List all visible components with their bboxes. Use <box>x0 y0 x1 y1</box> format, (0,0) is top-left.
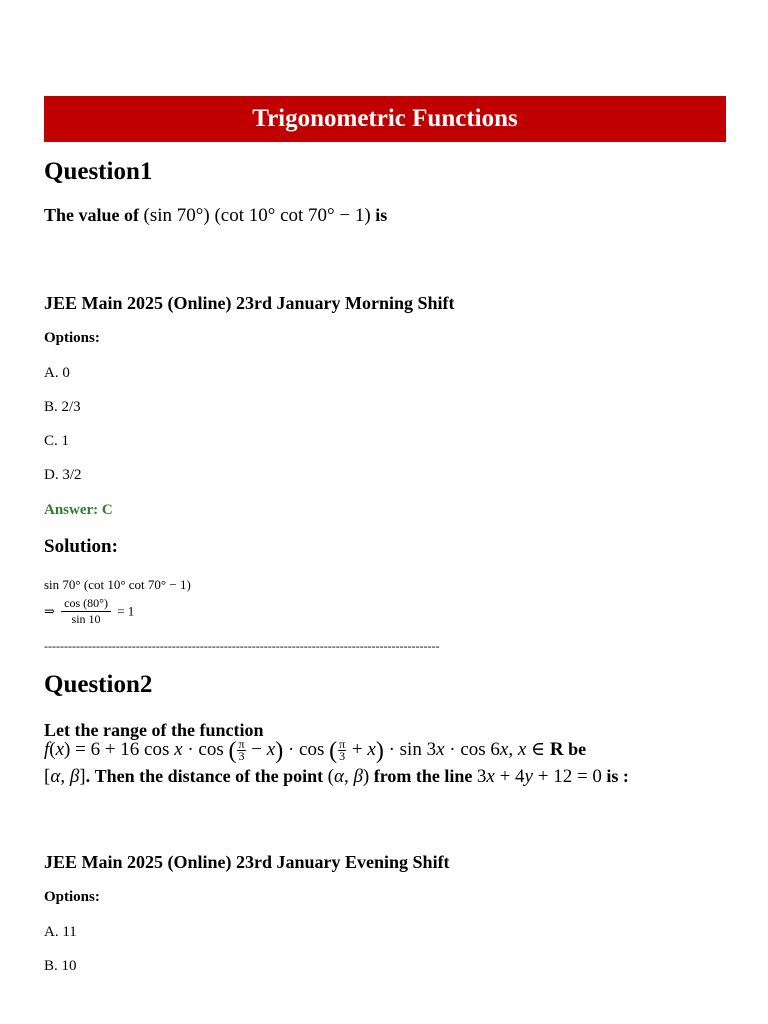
question-2-line-math: 3x + 4y + 12 = 0 <box>476 766 602 787</box>
question-2-options-label: Options: <box>44 889 100 905</box>
question-1-math: (sin 70°) (cot 10° cot 70° − 1) <box>143 205 371 226</box>
question-1-title: Question1 <box>44 158 153 185</box>
question-2-function-math: f(x) = 6 + 16 cos x · cos ( $\frac{\pi}{3}$ − x) · cos ( $\frac{\pi}{3}$ + x) · sin 3x · cos 6x, x ∈ R <box>44 737 564 764</box>
question-1-source: JEE Main 2025 (Online) 23rd January Morning Shift <box>44 293 455 313</box>
question-1-prompt <box>44 205 387 227</box>
question-2-title: Question2 <box>44 671 153 698</box>
question-2-prompt-line-2 <box>44 738 586 765</box>
question-2-range-math: [α, β] <box>44 766 86 787</box>
section-header <box>44 96 726 142</box>
question-2-prompt-be: be <box>568 739 587 759</box>
question-1-prompt-post: is <box>375 205 388 225</box>
question-2-option-b: B. 10 <box>44 958 77 974</box>
question-1-option-a: A. 0 <box>44 365 70 381</box>
question-1-solution-label: Solution: <box>44 536 118 557</box>
question-2-prompt-line-3 <box>44 766 629 788</box>
question-1-options-label: Options: <box>44 330 100 346</box>
section-title: Trigonometric Functions <box>252 105 518 132</box>
question-1-option-c: C. 1 <box>44 433 70 449</box>
question-1-answer: Answer: C <box>44 502 113 518</box>
solution-fraction: $\frac{\cos (80^\circ)}{\sin 10}$ <box>61 596 111 627</box>
question-2-prompt-from: from the line <box>373 766 473 786</box>
question-1-option-b: B. 2/3 <box>44 399 81 415</box>
question-1-option-d: D. 3/2 <box>44 467 82 483</box>
question-divider: --------------------------------------------------------------------------------------------------- <box>44 639 440 653</box>
question-2-point-math: (α, β) <box>327 766 370 787</box>
question-1-prompt-pre: The value of <box>44 205 140 225</box>
question-1-solution-line-1: sin 70° (cot 10° cot 70° − 1) <box>44 577 191 592</box>
question-2-source: JEE Main 2025 (Online) 23rd January Evening Shift <box>44 852 450 872</box>
question-2-prompt-is: is : <box>606 766 629 786</box>
question-2-prompt-line-1: Let the range of the function <box>44 720 264 740</box>
question-2-prompt-mid: . Then the distance of the point <box>85 766 324 786</box>
question-2-option-a: A. 11 <box>44 924 77 940</box>
question-1-solution-line-2: ⇒ $\frac{\cos (80^\circ)}{\sin 10}$ = 1 <box>44 596 135 626</box>
